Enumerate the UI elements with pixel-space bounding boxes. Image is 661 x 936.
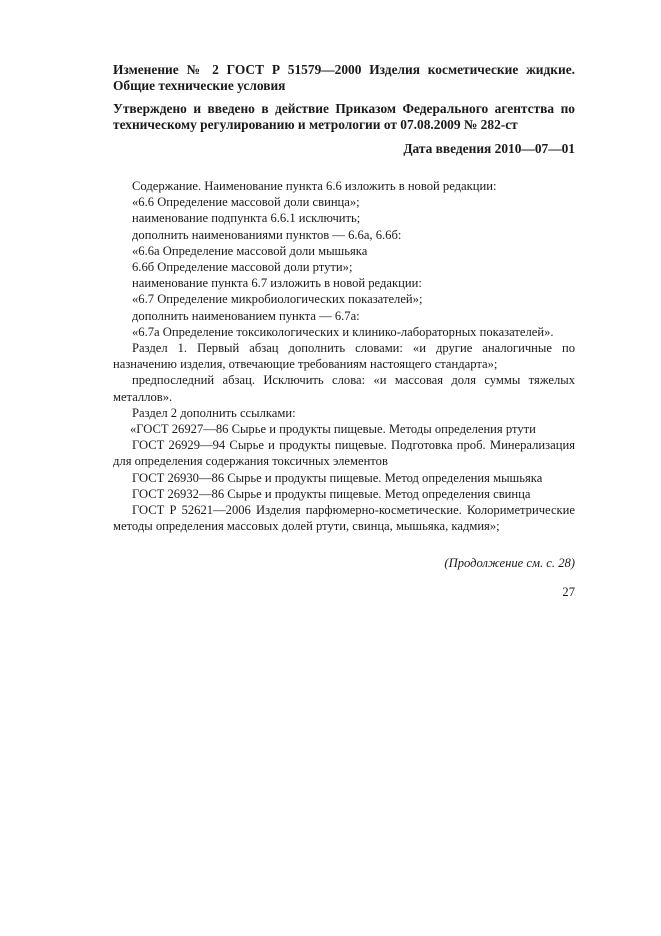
continuation-note: (Продолжение см. с. 28): [444, 556, 575, 571]
approval-statement: Утверждено и введено в действие Приказом Федерального агентства по техническому регулированию и метрологии от 07.08.2009 № 282-ст: [113, 101, 575, 132]
document-page: [113, 62, 575, 600]
paragraph: ГОСТ Р 52621—2006 Изделия парфюмерно-косметические. Колориметрические методы определения массовых долей ртути, свинца, мышьяка, кадмия»;: [113, 503, 575, 534]
paragraph: «6.7а Определение токсикологических и клинико-лабораторных показателей».: [132, 324, 554, 339]
paragraph: дополнить наименованием пункта — 6.7а:: [132, 308, 360, 323]
paragraph: ГОСТ 26932—86 Сырье и продукты пищевые. Метод определения свинца: [132, 486, 531, 501]
paragraph: «6.6а Определение массовой доли мышьяка: [132, 243, 368, 258]
paragraph: ГОСТ 26930—86 Сырье и продукты пищевые. Метод определения мышьяка: [132, 470, 543, 485]
paragraph: наименование пункта 6.7 изложить в новой редакции:: [132, 276, 422, 291]
paragraph: Раздел 1. Первый абзац дополнить словами: «и другие аналогичные по назначению изделия, отвечающие требованиям настоящего стандарта»;: [113, 341, 575, 372]
effective-date: Дата введения 2010—07—01: [403, 141, 575, 156]
paragraph: ГОСТ 26929—94 Сырье и продукты пищевые. Подготовка проб. Минерализация для определения содержания токсичных элементов: [113, 438, 575, 469]
paragraph: предпоследний абзац. Исключить слова: «и массовая доля суммы тяжелых металлов».: [113, 373, 575, 404]
page-number: 27: [562, 585, 575, 600]
paragraph: дополнить наименованиями пунктов — 6.6а, 6.6б:: [132, 227, 402, 242]
paragraph: Раздел 2 дополнить ссылками:: [132, 405, 296, 420]
amendment-title: Изменение № 2 ГОСТ Р 51579—2000 Изделия косметические жидкие. Общие технические условия: [113, 62, 575, 93]
paragraph: «ГОСТ 26927—86 Сырье и продукты пищевые. Методы определения ртути: [130, 422, 536, 437]
paragraph: наименование подпункта 6.6.1 исключить;: [132, 211, 361, 226]
amendment-body: [113, 178, 575, 534]
paragraph: Содержание. Наименование пункта 6.6 изложить в новой редакции:: [132, 179, 497, 193]
paragraph: «6.6 Определение массовой доли свинца»;: [132, 195, 360, 210]
paragraph: 6.6б Определение массовой доли ртути»;: [132, 260, 353, 275]
paragraph: «6.7 Определение микробиологических показателей»;: [132, 292, 423, 307]
